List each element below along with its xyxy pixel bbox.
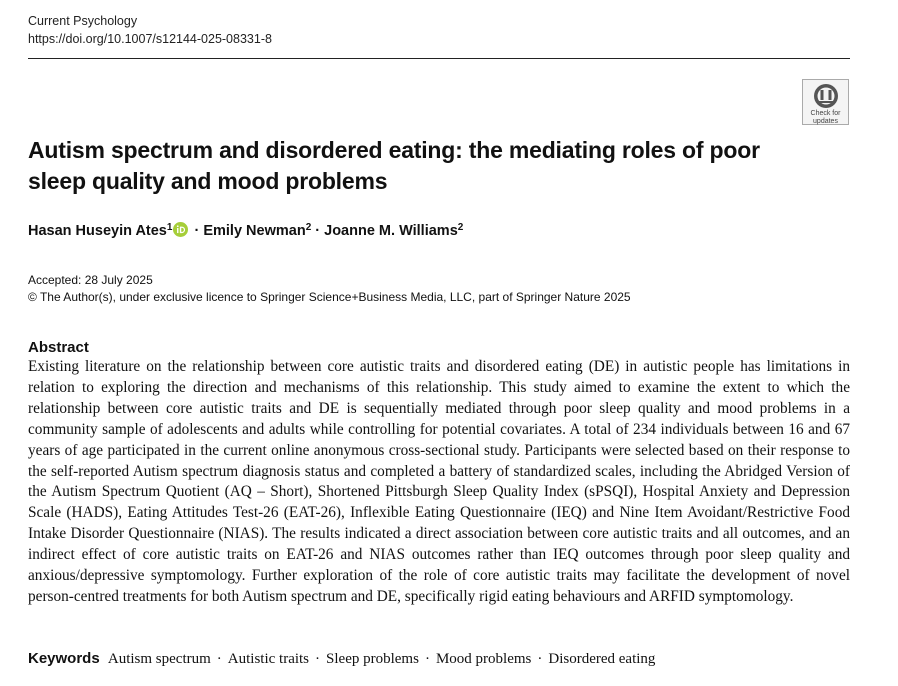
keyword[interactable]: Disordered eating (548, 651, 656, 667)
keyword-separator: · (216, 651, 222, 667)
abstract-heading: Abstract (28, 339, 89, 356)
check-for-updates-icon (813, 83, 839, 109)
keywords-label: Keywords (28, 650, 100, 667)
check-for-updates-badge[interactable] (802, 79, 849, 125)
keyword[interactable]: Autism spectrum (107, 651, 211, 667)
accepted-date: Accepted: 28 July 2025 (28, 273, 153, 287)
keywords-row (28, 648, 655, 670)
author-list (28, 220, 463, 242)
orcid-icon[interactable] (173, 222, 188, 237)
keyword[interactable]: Sleep problems (326, 651, 419, 667)
keyword-separator: · (424, 651, 430, 667)
copyright-notice: © The Author(s), under exclusive licence to Springer Science+Business Media, LLC, part of Springer Nature 2025 (28, 290, 631, 304)
author-affiliation: 2 (305, 222, 312, 233)
author-separator: · (190, 223, 204, 239)
header-rule (28, 58, 850, 59)
author-separator: · (311, 223, 325, 239)
author-name[interactable]: Hasan Huseyin Ates (28, 223, 167, 239)
author-name[interactable]: Joanne M. Williams (324, 223, 458, 239)
keyword-separator: · (537, 651, 543, 667)
abstract-text: Existing literature on the relationship between core autistic traits and disordered eating (DE) in autistic people has limitations in relation to exploring the direction and mechanisms of this relationship. This study aimed to examine the extent to which the relationship between core autistic traits and DE is sequentially mediated through poor sleep quality and mood problems in a community sample of adolescents and adults while controlling for potential covariates. A total of 234 individuals between 16 and 67 years of age participated in the current online anonymous cross-sectional study. Participants were selected based on their response to the self-reported Autism spectrum diagnosis status and completed a battery of standardized scales, including the Abridged Version of the Autism Spectrum Quotient (AQ – Short), Shortened Pittsburgh Sleep Quality Index (sPSQI), Hospital Anxiety and Depression Scale (HADS), Eating Attitudes Test-26 (EAT-26), Inflexible Eating Questionnaire (IEQ) and Nine Item Avoidant/Restrictive Food Intake Disorder Questionnaire (NIAS). The results indicated a direct association between core autistic traits and all outcomes, and an indirect effect of core autistic traits on EAT-26 and NIAS outcomes rather than IEQ outcomes through poor sleep quality and anxious/depressive symptomology. Further exploration of the role of core autistic traits may facilitate the development of novel person-centred treatments for both Autism spectrum and DE, specifically rigid eating behaviours and ARFID symptomology. (28, 358, 850, 605)
journal-name: Current Psychology (28, 14, 138, 28)
article-title: Autism spectrum and disordered eating: the mediating roles of poor sleep quality and mood problems (28, 137, 760, 194)
author-affiliation: 1 (166, 222, 173, 233)
badge-line2: updates (813, 117, 838, 125)
author-name[interactable]: Emily Newman (203, 223, 306, 239)
keyword[interactable]: Mood problems (435, 651, 532, 667)
author-affiliation: 2 (457, 222, 464, 233)
doi-link[interactable]: https://doi.org/10.1007/s12144-025-08331-8 (28, 32, 272, 46)
badge-line1: Check for (810, 110, 841, 117)
keyword-separator: · (315, 651, 321, 667)
keyword[interactable]: Autistic traits (227, 651, 310, 667)
